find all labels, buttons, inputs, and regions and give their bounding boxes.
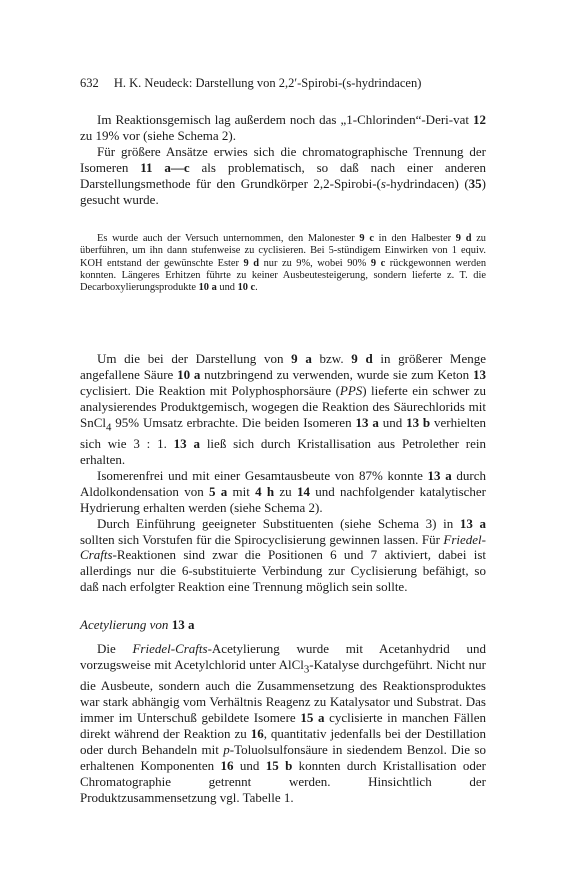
text-block-ketone [80, 351, 486, 595]
page-header [80, 76, 500, 91]
paragraph: Isomerenfrei und mit einer Gesamtausbeute von 87% konnte 13 a durch Aldolkondensation von 5 a mit 4 h zu 14 und nachfolgender katalytischer Hydrierung erhalten werden (siehe Schema 2). [80, 467, 487, 515]
text-block-acetylation [80, 641, 486, 806]
paragraph: Für größere Ansätze erwies sich die chromatographische Trennung der Isomeren 11 a—c als problematisch, so daß nach einer anderen Darstellungsmethode für den Grundkörper 2,2-Spirobi-(s-hydrindacen) (35) gesucht wurde. [80, 143, 486, 207]
paragraph: Um die bei der Darstellung von 9 a bzw. 9 d in größerer Menge angefallene Säure 10 a nutzbringend zu verwenden, wurde sie zum Keton 13 cyclisiert. Die Reaktion mit Polyphosphorsäure (PPS) lieferte ein schwer zu analysierendes Produktgemisch, wogegen die Reaktion des Säurechlorids mit SnCl$_4$ 95% Umsatz erbrachte. Die beiden Isomeren 13 a und 13 b verhielten sich wie 3 : 1. 13 a ließ sich durch Kristallisation aus Petrolether rein erhalten. [80, 351, 487, 468]
running-title: H. K. Neudeck: Darstellung von 2,2′-Spirobi-(s-hydrindacen) [113, 76, 422, 90]
note-paragraph: Es wurde auch der Versuch unternommen, den Malonester 9 c in den Halbester 9 d zu überführen, um ihn dann stufenweise zu cyclisieren. Bei 5-stündigem Einwirken von 1 equiv. KOH entstand der gewünschte Ester 9 d nur zu 9%, wobei 90% 9 c rückgewonnen werden konnten. Längeres Erhitzen führte zu keiner Ausbeutesteigerung, sondern lieferte z. T. die Decarboxylierungsprodukte 10 a und 10 c. [80, 233, 487, 294]
paragraph: Durch Einführung geeigneter Substituenten (siehe Schema 3) in 13 a sollten sich Vorstufen für die Spirocyclisierung gewinnen lassen. Für Friedel-Crafts-Reaktionen sind zwar die Positionen 6 und 7 aktiviert, dabei ist allerdings nur die 6-substituierte Verbindung zur Cyclisierung befähigt, so daß nach erfolgter Reaktion eine Trennung möglich sein sollte. [80, 515, 486, 595]
section-heading: Acetylierung von 13 a [80, 617, 195, 632]
small-print-note [80, 233, 486, 294]
paragraph: Die Friedel-Crafts-Acetylierung wurde mit Acetanhydrid und vorzugsweise mit Acetylchlorid unter AlCl$_3$-Katalyse durchgeführt. Nicht nur die Ausbeute, sondern auch die Zusammensetzung des Reaktionsproduktes war stark abhängig vom Verhältnis Reagenz zu Katalysator und Substrat. Das immer im Unterschuß gebildete Isomere 15 a cyclisierte in manchen Fällen direkt während der Reaktion zu 16, quantitativ jedenfalls bei der Destillation oder durch Behandeln mit p-Toluolsulfonsäure in siedendem Benzol. Die so erhaltenen Komponenten 16 und 15 b konnten durch Kristallisation oder Chromatographie getrennt werden. Hinsichtlich der Produktzusammensetzung vgl. Tabelle 1. [80, 641, 487, 805]
page-number: 632 [80, 76, 99, 90]
text-block-intro [80, 112, 486, 207]
paragraph: Im Reaktionsgemisch lag außerdem noch das „1-Chlorinden“-Deri-vat 12 zu 19% vor (siehe Schema 2). [80, 112, 486, 143]
